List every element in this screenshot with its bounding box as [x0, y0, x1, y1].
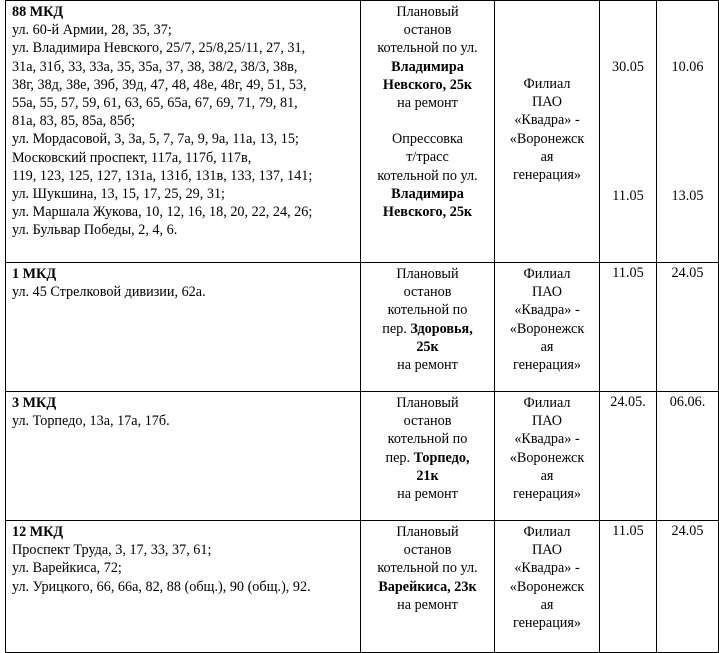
address-line: Московский проспект, 117а, 117б, 117в, [12, 149, 252, 166]
work-text: Плановый [396, 4, 459, 20]
work-text: котельной по ул. [377, 167, 478, 184]
address-line: Проспект Труда, 3, 17, 33, 37, 61; [12, 542, 212, 559]
building-count: 3 МКД [12, 395, 57, 411]
start-date: 11.05 [612, 188, 644, 204]
start-date: 11.05 [612, 523, 644, 539]
org-text: ая [540, 596, 554, 613]
org-text: ПАО [531, 413, 563, 430]
work-type-cell [361, 392, 495, 521]
work-text: котельной по [387, 302, 468, 319]
work-text: Плановый [396, 395, 459, 411]
org-text: Филиал [523, 524, 571, 540]
org-text: генерация» [512, 357, 581, 374]
org-text: ая [540, 338, 554, 355]
work-text: на ремонт [397, 357, 458, 374]
outage-table [5, 0, 719, 653]
start-date: 11.05 [612, 265, 644, 281]
end-date: 06.06. [669, 394, 706, 410]
work-type-cell [361, 263, 495, 392]
address-line: ул. Урицкого, 66, 66а, 82, 88 (общ.), 90 (общ.), 92. [12, 578, 311, 595]
org-text: «Квадра» - [514, 560, 580, 577]
boiler-address: Владимира [391, 58, 464, 75]
address-line: ул. Мордасовой, 3, 3а, 5, 7, 7а, 9, 9а, 11а, 13, 15; [12, 131, 299, 148]
organization-cell [495, 1, 600, 263]
address-cell [6, 263, 361, 392]
address-line: ул. Маршала Жукова, 10, 12, 16, 18, 20, 22, 24, 26; [12, 204, 313, 221]
address-line: 119, 123, 125, 127, 131а, 131б, 131в, 133, 137, 141; [12, 167, 313, 184]
org-text: «Воронежск [509, 320, 585, 337]
start-date-cell [600, 263, 657, 392]
org-text: «Воронежск [509, 130, 585, 147]
end-date: 10.06 [671, 59, 704, 75]
boiler-address: 21к [416, 467, 439, 484]
org-text: «Квадра» - [514, 302, 580, 319]
table-row [6, 1, 719, 263]
work-type-cell [361, 1, 495, 263]
table-row [6, 521, 719, 653]
end-date: 24.05 [671, 265, 704, 281]
address-line: 38г, 38д, 38е, 39б, 39д, 47, 48, 48е, 48г, 49, 51, 53, [12, 76, 307, 93]
boiler-address: Невского, 25к [382, 76, 473, 93]
work-text: останов [403, 22, 452, 39]
org-text: ПАО [531, 284, 563, 301]
org-text: «Квадра» - [514, 112, 580, 129]
work-text: т/трасс [406, 149, 449, 166]
organization-cell [495, 263, 600, 392]
end-date: 13.05 [671, 188, 704, 204]
work-text: на ремонт [397, 596, 458, 613]
address-cell [6, 521, 361, 653]
work-text: останов [403, 413, 452, 430]
table-row [6, 263, 719, 392]
org-text: «Воронежск [509, 578, 585, 595]
address-cell [6, 1, 361, 263]
work-text: останов [403, 542, 452, 559]
work-text: котельной по [387, 431, 468, 448]
address-line: ул. Варейкиса, 72; [12, 560, 122, 577]
work-text: Опрессовка [392, 131, 463, 148]
address-cell [6, 392, 361, 521]
start-date-cell [600, 392, 657, 521]
end-date-cell [657, 392, 719, 521]
org-text: ая [540, 467, 554, 484]
org-text: ПАО [531, 94, 563, 111]
organization-cell [495, 521, 600, 653]
work-type-cell [361, 521, 495, 653]
work-text: пер. [385, 449, 414, 466]
address-line: ул. Владимира Невского, 25/7, 25/8,25/11, 27, 31, [12, 40, 306, 57]
work-text: пер. [382, 320, 411, 337]
address-line: ул. Бульвар Победы, 2, 4, 6. [12, 222, 178, 239]
org-text: Филиал [523, 395, 571, 411]
org-text: генерация» [512, 615, 581, 632]
address-line: 55а, 55, 57, 59, 61, 63, 65, 65а, 67, 69, 71, 79, 81, [12, 95, 298, 112]
end-date: 24.05 [671, 523, 704, 539]
boiler-address: Владимира [391, 185, 464, 202]
boiler-address: Невского, 25к [382, 204, 473, 221]
address-line: ул. Шукшина, 13, 15, 17, 25, 29, 31; [12, 186, 225, 203]
end-date-cell [657, 1, 719, 263]
address-line: ул. 60-й Армии, 28, 35, 37; [12, 22, 172, 39]
work-text: Плановый [396, 524, 459, 540]
address-line: 31а, 31б, 33, 33а, 35, 35а, 37, 38, 38/2, 38/3, 38в, [12, 58, 298, 75]
org-text: генерация» [512, 486, 581, 503]
org-text: «Квадра» - [514, 431, 580, 448]
address-line: ул. 45 Стрелковой дивизии, 62а. [12, 284, 206, 301]
work-text: котельной по ул. [377, 40, 478, 57]
address-line: 81а, 83, 85, 85а, 85б; [12, 113, 136, 130]
end-date-cell [657, 263, 719, 392]
boiler-address: 25к [416, 338, 439, 355]
work-text: на ремонт [397, 486, 458, 503]
building-count: 1 МКД [12, 266, 57, 282]
org-text: Филиал [523, 76, 571, 92]
start-date-cell [600, 521, 657, 653]
org-text: ПАО [531, 542, 563, 559]
organization-cell [495, 392, 600, 521]
org-text: «Воронежск [509, 449, 585, 466]
boiler-address: Торпедо, [413, 449, 470, 466]
table-row [6, 392, 719, 521]
building-count: 88 МКД [12, 4, 64, 20]
boiler-address: Варейкиса, 23к [378, 578, 477, 595]
start-date: 24.05. [610, 394, 646, 410]
building-count: 12 МКД [12, 524, 64, 540]
work-text: котельной по ул. [377, 560, 478, 577]
org-text: ая [540, 148, 554, 165]
org-text: генерация» [512, 167, 581, 184]
org-text: Филиал [523, 266, 571, 282]
work-text: на ремонт [397, 95, 458, 112]
start-date-cell [600, 1, 657, 263]
work-text: останов [403, 284, 452, 301]
boiler-address: Здоровья, [410, 320, 473, 337]
work-text: Плановый [396, 266, 459, 282]
end-date-cell [657, 521, 719, 653]
start-date: 30.05 [612, 59, 644, 75]
address-line: ул. Торпедо, 13а, 17а, 17б. [12, 413, 170, 430]
